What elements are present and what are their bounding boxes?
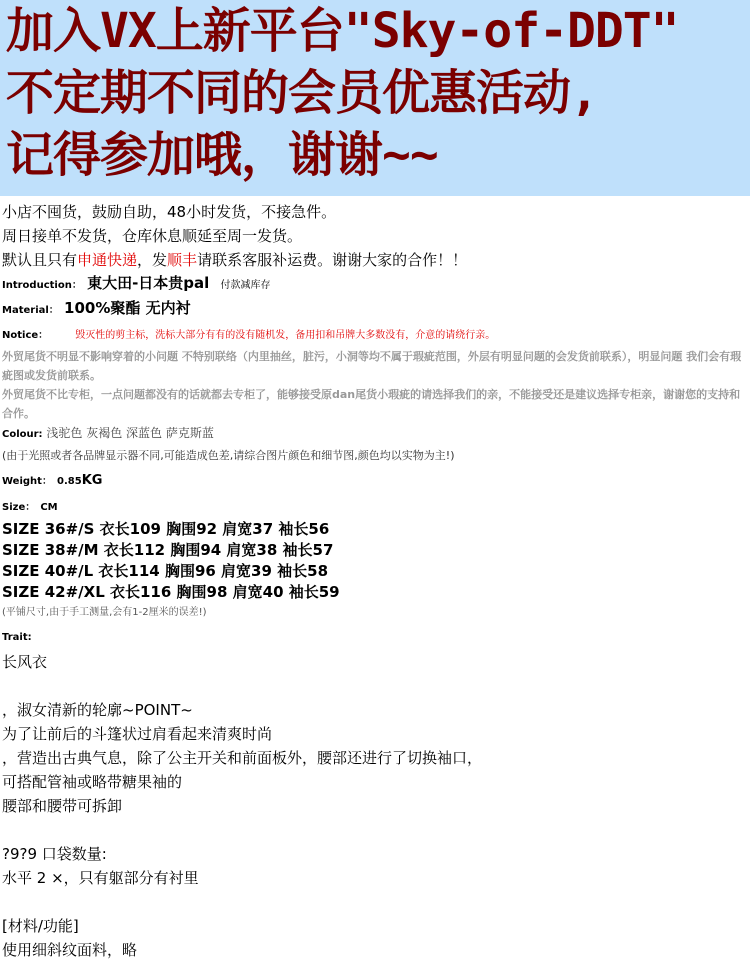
- banner-line-1: 加入VX上新平台"Sky-of-DDT": [6, 3, 679, 59]
- description-line: 可搭配管袖或略带糖果袖的: [2, 773, 183, 791]
- shipping-suffix: 请联系客服补运费。谢谢大家的合作！！: [197, 251, 468, 269]
- notice-label: Notice：: [2, 330, 49, 341]
- size-unit: CM: [40, 502, 58, 513]
- notice-row: [2, 322, 750, 347]
- material-label: Material：: [2, 305, 59, 316]
- colour-value: 浅驼色 灰褐色 深蓝色 萨克斯蓝: [46, 426, 214, 440]
- weight-label: Weight：: [2, 476, 52, 487]
- colour-label: Colour:: [2, 429, 43, 440]
- size-label: Size：: [2, 502, 36, 513]
- banner-line-2: 不定期不同的会员优惠活动,: [6, 65, 598, 121]
- defect-paragraph: 外贸尾货不比专柜，一点问题都没有的话就都去专柜了，能够接受原dan尾货小瑕疵的请选择我们的亲，不能接受还是建议选择专柜亲，谢谢您的支持和合作。: [2, 388, 741, 420]
- introduction-row: [2, 272, 750, 297]
- defect-paragraph: 外贸尾货不明显不影响穿着的小问题 不特别联络（内里抽丝，脏污，小洞等均不属于瑕疵范围，外层有明显问题的会发货前联系），明显问题 我们会有瑕疵图或发货前联系。: [2, 350, 742, 382]
- trait-row: [2, 623, 750, 650]
- size-spec: SIZE 42#/XL 衣长116 胸围98 肩宽40 袖长59: [2, 583, 340, 601]
- promo-banner: [0, 0, 750, 196]
- description-line: ，淑女清新的轮廓~POINT~: [2, 701, 193, 719]
- description-line: [材料/功能]: [2, 917, 79, 935]
- blank-line: [2, 674, 750, 698]
- introduction-label: Introduction：: [2, 280, 82, 291]
- blank-line: [2, 890, 750, 914]
- material-value: 100%聚酯 无内衬: [64, 299, 191, 317]
- size-spec: SIZE 40#/L 衣长114 胸围96 肩宽39 袖长58: [2, 562, 329, 580]
- trait-label: Trait:: [2, 632, 32, 643]
- weight-unit: KG: [81, 473, 103, 488]
- product-description: [0, 196, 750, 962]
- shipping-line: [2, 248, 750, 272]
- description-line: 长风衣: [2, 653, 48, 671]
- notice-line: 小店不囤货，鼓励自助，48小时发货，不接急件。: [2, 203, 337, 221]
- size-spec: SIZE 38#/M 衣长112 胸围94 肩宽38 袖长57: [2, 541, 334, 559]
- description-line: 为了让前后的斗篷状过肩看起来清爽时尚: [2, 725, 273, 743]
- material-row: [2, 297, 750, 322]
- size-spec: SIZE 36#/S 衣长109 胸围92 肩宽37 袖长56: [2, 520, 330, 538]
- description-line: 腰部和腰带可拆卸: [2, 797, 123, 815]
- notice-line: 周日接单不发货，仓库休息顺延至周一发货。: [2, 227, 303, 245]
- size-note: (平铺尺寸,由于手工测量,会有1-2厘米的误差!): [2, 607, 207, 618]
- shipping-prefix: 默认且只有: [2, 251, 78, 269]
- shipping-carrier-sto: 申通快递: [77, 251, 138, 269]
- colour-note: (由于光照或者各品牌显示器不同,可能造成色差,请综合图片颜色和细节图,颜色均以实物为主!): [2, 449, 455, 462]
- banner-line-3: 记得参加哦，谢谢~~: [6, 127, 438, 183]
- shipping-mid: ，发: [137, 251, 168, 269]
- description-line: 使用细斜纹面料，略: [2, 941, 138, 959]
- weight-value: 0.85: [57, 476, 82, 487]
- size-row: [2, 494, 750, 519]
- description-line: ，营造出古典气息，除了公主开关和前面板外，腰部还进行了切换袖口，: [2, 749, 483, 767]
- description-line: ?9?9 口袋数量:: [2, 845, 107, 863]
- description-line: 水平 2 ×，只有躯部分有衬里: [2, 869, 199, 887]
- introduction-value: 東大田-日本贵pal: [87, 274, 210, 292]
- notice-value: 毁灭性的剪主标，洗标大部分有有的没有随机发，备用扣和吊牌大多数没有，介意的请绕行亲。: [75, 330, 496, 341]
- shipping-carrier-sf: 顺丰: [167, 251, 198, 269]
- colour-row: [2, 423, 750, 445]
- introduction-extra: 付款减库存: [220, 280, 271, 291]
- weight-row: [2, 467, 750, 494]
- blank-line: [2, 818, 750, 842]
